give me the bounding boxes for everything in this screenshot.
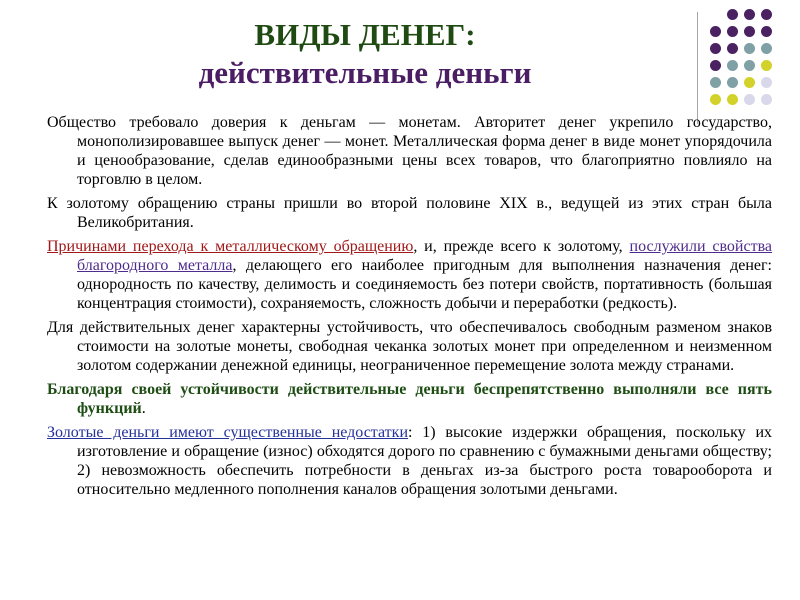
paragraph-coins-trust — [47, 113, 772, 189]
decorative-dot-grid — [710, 9, 778, 111]
dot-teal — [727, 77, 738, 88]
paragraph-text: , делающего его наиболее пригодным для выполнения назначения денег: однородность по качеству, делимость и соединяемость без потери свойств, портативность (большая концентрация стоимости), сохраняемость, сложность добычи и переработки (редкость). — [77, 257, 773, 312]
paragraph-transition-reasons — [47, 237, 772, 313]
dot-lavender — [761, 94, 772, 105]
highlight-metal-properties: послужили свойства благородного металла — [77, 238, 773, 274]
dot-teal — [744, 43, 755, 54]
dot-teal — [727, 60, 738, 71]
paragraph-text: , и, прежде всего к золотому, — [413, 238, 630, 255]
dot-purple — [727, 43, 738, 54]
dot-teal — [761, 43, 772, 54]
dot-purple — [710, 26, 721, 37]
title-line-2: действительные деньги — [198, 55, 532, 90]
paragraph-text: : 1) высокие издержки обращения, поскольку их изготовление и обращение (износ) обходятся дорого по сравнению с бумажными деньгами обществу; 2) невозможность обеспечить потребности в деньгах из-за быстрого роста товарооборота и относительно медленного пополнения каналов обращения золотыми деньгами. — [77, 424, 773, 498]
paragraph-five-functions — [47, 380, 772, 418]
slide-body — [47, 113, 772, 504]
dot-purple — [727, 26, 738, 37]
dot-yellow — [761, 60, 772, 71]
dot-yellow — [710, 94, 721, 105]
highlight-drawbacks: Золотые деньги имеют существенные недостатки — [47, 424, 409, 441]
paragraph-text: . — [141, 400, 146, 417]
paragraph-text: Для действительных денег характерны устойчивость, что обеспечивалось свободным разменом знаков стоимости на золотые монеты, свободная чеканка золотых монет при определенном и неизменном золотом содержании денежной единицы, неограниченное перемещение золота между странами. — [47, 319, 772, 374]
dot-teal — [710, 77, 721, 88]
dot-purple — [710, 43, 721, 54]
paragraph-text: Общество требовало доверия к деньгам — монетам. Авторитет денег укрепило государство, монополизировавшее выпуск денег — монет. Металлическая форма денег в виде монет упорядочила и ценообразование, сделав единообразными цены всех товаров, что благоприятно повлияло на торговлю в целом. — [47, 114, 772, 188]
dot-yellow — [727, 94, 738, 105]
dot-purple — [744, 9, 755, 20]
dot-purple — [761, 9, 772, 20]
dot-teal — [744, 60, 755, 71]
dot-purple — [744, 26, 755, 37]
paragraph-stability — [47, 318, 772, 375]
paragraph-text: К золотому обращению страны пришли во второй половине XIX в., ведущей из этих стран была Великобритания. — [47, 195, 772, 231]
dot-purple — [727, 9, 738, 20]
dot-lavender — [744, 94, 755, 105]
paragraph-gold-circulation — [47, 194, 772, 232]
dot-yellow — [744, 77, 755, 88]
highlight-five-functions: Благодаря своей устойчивости действительные деньги беспрепятственно выполняли все пять функций — [47, 381, 772, 417]
highlight-reasons: Причинами перехода к металлическому обращению — [47, 238, 414, 255]
paragraph-gold-drawbacks — [47, 423, 772, 499]
vertical-divider — [697, 12, 698, 124]
dot-lavender — [761, 77, 772, 88]
dot-purple — [710, 60, 721, 71]
dot-purple — [761, 26, 772, 37]
slide-title — [40, 16, 690, 92]
title-line-1: ВИДЫ ДЕНЕГ: — [254, 17, 476, 52]
